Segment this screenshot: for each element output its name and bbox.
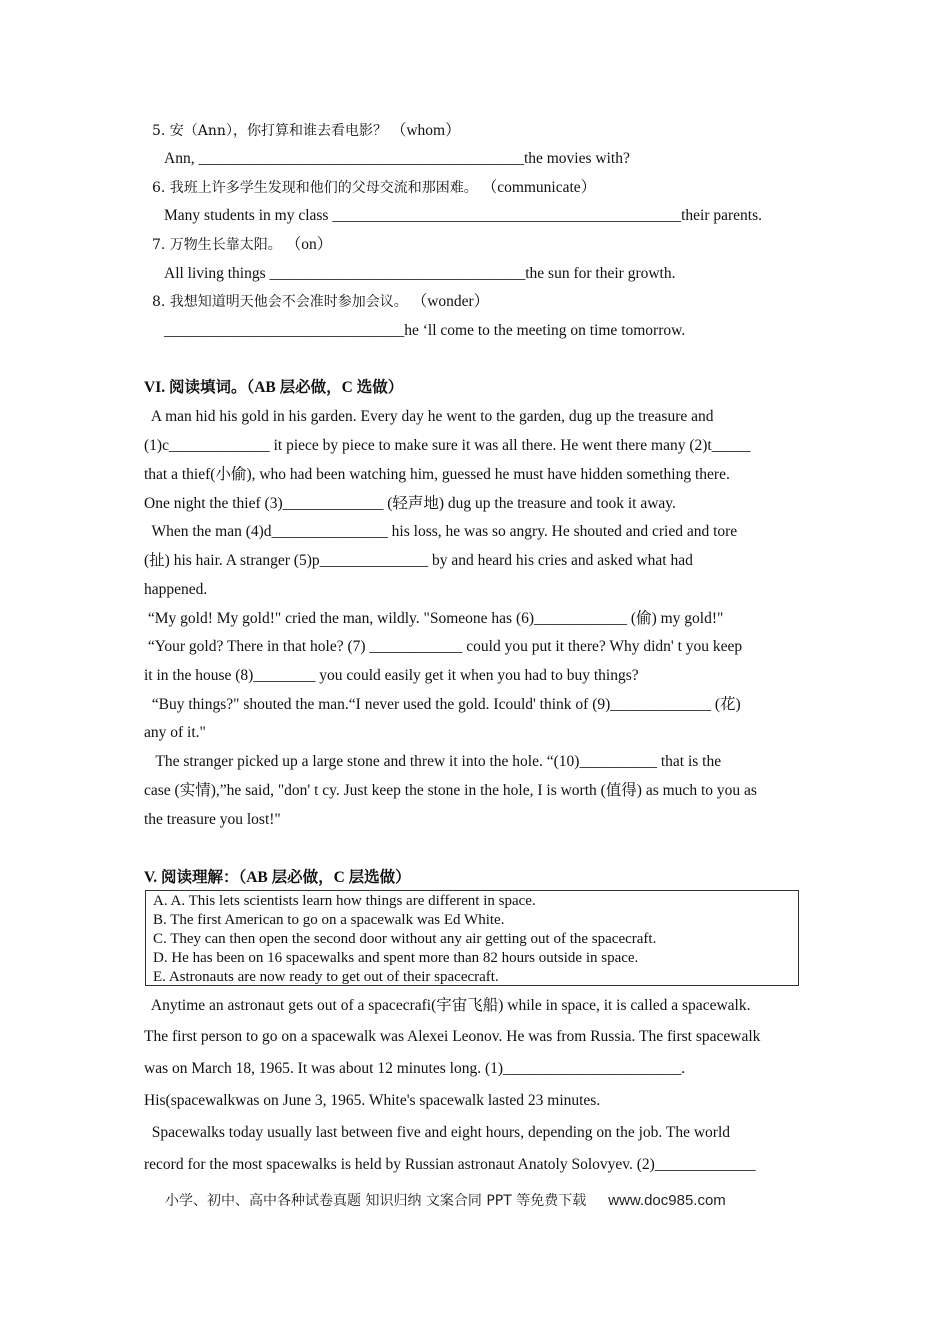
reading-line: record for the most spacewalks is held by Russian astronaut Anatoly Solovyev. (2)_____________ — [144, 1156, 756, 1173]
reading-line: Spacewalks today usually last between five and eight hours, depending on the job. The world — [144, 1124, 730, 1141]
prompt-text: 5. 安（Ann），你打算和谁去看电影？ — [152, 123, 387, 139]
cloze-line: any of it." — [144, 724, 206, 741]
cloze-line: One night the thief (3)_____________ (轻声地) dug up the treasure and took it away. — [144, 495, 676, 512]
translation-item-7-answer: All living things _________________________________the sun for their growth. — [164, 265, 676, 282]
cloze-line: the treasure you lost!" — [144, 811, 281, 828]
option-e: E. Astronauts are now ready to get out of their spacecraft. — [153, 969, 499, 985]
cloze-line: The stranger picked up a large stone and threw it into the hole. “(10)__________ that is the — [144, 753, 722, 770]
translation-item-7-prompt — [152, 235, 332, 255]
cloze-line: “My gold! My gold!" cried the man, wildly. "Someone has (6)____________ (偷) my gold!" — [144, 610, 724, 627]
translation-item-6-answer: Many students in my class _____________________________________________their parents. — [164, 207, 762, 224]
reading-line: was on March 18, 1965. It was about 12 minutes long. (1)_______________________. — [144, 1060, 686, 1077]
cloze-line: When the man (4)d_______________ his loss, he was so angry. He shouted and cried and tore — [144, 523, 738, 540]
translation-item-5-answer: Ann, __________________________________________the movies with? — [164, 150, 630, 167]
translation-item-6-prompt — [152, 178, 596, 198]
cloze-line: happened. — [144, 581, 208, 598]
option-c: C. They can then open the second door without any air getting out of the spacecraft. — [153, 931, 657, 947]
translation-item-8-prompt — [152, 292, 489, 312]
cloze-line: “Your gold? There in that hole? (7) ____________ could you put it there? Why didn' t you keep — [144, 638, 743, 655]
reading-line: His(spacewalkwas on June 3, 1965. White's spacewalk lasted 23 minutes. — [144, 1092, 601, 1109]
hint-text: （on） — [285, 236, 333, 253]
cloze-section-title: VI. 阅读填词。（AB 层必做，C 选做） — [144, 379, 404, 396]
hint-text: （whom） — [390, 122, 461, 139]
option-b: B. The first American to go on a spacewalk was Ed White. — [153, 912, 505, 928]
cloze-line: (1)c_____________ it piece by piece to make sure it was all there. He went there many (2)t_____ — [144, 437, 751, 454]
reading-line: The first person to go on a spacewalk was Alexei Leonov. He was from Russia. The first spacewalk — [144, 1028, 761, 1045]
prompt-text: 6. 我班上许多学生发现和他们的父母交流和那困难。 — [152, 180, 478, 196]
reading-section-title: V. 阅读理解：（AB 层必做，C 层选做） — [144, 869, 411, 886]
translation-item-5-prompt — [152, 121, 461, 141]
prompt-text: 7. 万物生长靠太阳。 — [152, 237, 282, 253]
reading-line: Anytime an astronaut gets out of a spacecrafi(宇宙飞船) while in space, it is called a spacewalk. — [144, 997, 751, 1014]
cloze-line: “Buy things?" shouted the man.“I never used the gold. Icould' think of (9)_____________ (花) — [144, 696, 741, 713]
hint-text: （communicate） — [481, 179, 597, 196]
options-box — [145, 890, 799, 986]
cloze-line: A man hid his gold in his garden. Every day he went to the garden, dug up the treasure and — [144, 408, 714, 425]
footer-url[interactable]: www.doc985.com — [608, 1192, 726, 1209]
option-d: D. He has been on 16 spacewalks and spent more than 82 hours outside in space. — [153, 950, 639, 966]
cloze-line: case (实情),”he said, "don' t cy. Just keep the stone in the hole, I is worth (值得) as much to you as — [144, 782, 757, 799]
prompt-text: 8. 我想知道明天他会不会准时参加会议。 — [152, 294, 408, 310]
cloze-line: it in the house (8)________ you could easily get it when you had to buy things? — [144, 667, 639, 684]
option-a: A. A. This lets scientists learn how things are different in space. — [153, 893, 536, 909]
hint-text: （wonder） — [411, 293, 490, 310]
footer-text: 小学、初中、高中各种试卷真题 知识归纳 文案合同 PPT 等免费下载 — [165, 1193, 587, 1209]
cloze-line: (扯) his hair. A stranger (5)p______________ by and heard his cries and asked what had — [144, 552, 693, 569]
translation-item-8-answer: _______________________________he ‘ll come to the meeting on time tomorrow. — [164, 322, 686, 339]
cloze-line: that a thief(小偷), who had been watching him, guessed he must have hidden something there. — [144, 466, 730, 483]
footer — [165, 1190, 726, 1210]
